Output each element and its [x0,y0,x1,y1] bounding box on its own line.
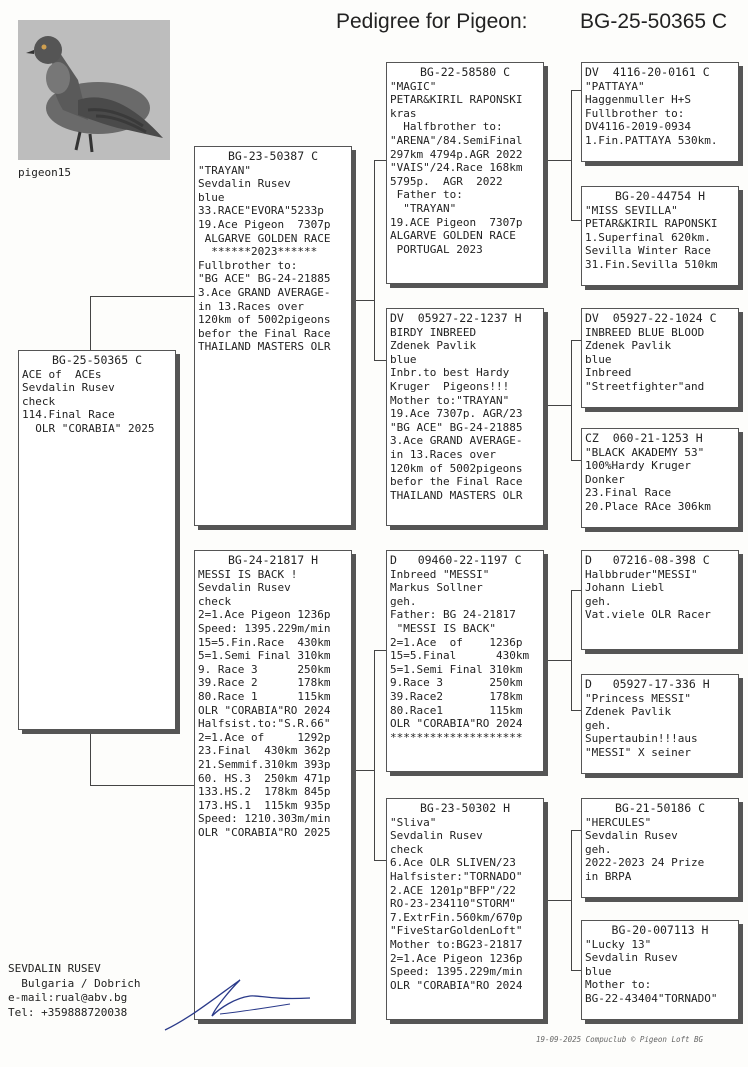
connector-line [571,590,581,591]
info-line: THAILAND MASTERS OLR [198,340,331,354]
owner-contact [8,962,140,1020]
info-line: 6.Ace OLR SLIVEN/23 [390,856,516,870]
info-line: OLR "CORABIA"RO 2024 [390,978,523,992]
info-line: "Lucky 13" [585,937,652,951]
info-line: "TRAYAN" [198,163,251,177]
info-line: Mother to: [585,978,652,992]
info-line: in 13.Races over [390,447,496,461]
info-line: ACE of ACEs [22,367,102,381]
info-line: OLR "CORABIA"RO 2025 [198,825,331,839]
info-line: Sevdalin Rusev [390,829,483,843]
connector-line [571,220,581,221]
info-line: 19.ACE Pigeon 7307p [390,215,523,229]
info-line: ******2023****** [198,245,318,259]
connector-line [90,296,91,352]
info-line: 20.Place RAce 306km [585,499,711,513]
info-line: 2=1.Ace of 1292p [198,730,331,744]
ring-number: D 09460-22-1197 C [390,553,522,567]
info-line: INBREED BLUE BLOOD [585,325,705,339]
connector-line [90,785,194,786]
info-line: Speed: 1395.229m/min [390,965,523,979]
info-line: Father to: [390,188,463,202]
connector-line [374,160,375,360]
info-line: Zdenek Pavlik [390,339,477,353]
info-line: 114.Final Race [22,408,115,422]
owner-location: Bulgaria / Dobrich [8,976,141,990]
pigeon-photo [18,20,170,160]
info-line: blue [585,352,612,366]
info-line: geh. [585,718,612,732]
connector-line [571,340,572,460]
info-line: 80.Race1 115km [390,703,523,717]
info-line: Speed: 1210.303m/min [198,812,331,826]
info-line: Sevdalin Rusev [585,951,678,965]
dds-card [581,798,739,898]
info-line: "VAIS"/24.Race 168km [390,161,523,175]
ring-number: DV 05927-22-1237 H [390,311,522,325]
info-line: blue [198,190,225,204]
connector-line [374,650,386,651]
info-line: Sevdalin Rusev [198,177,291,191]
info-line: 1.Superfinal 620km. [585,230,711,244]
connector-line [352,300,374,301]
title-ring: BG-25-50365 C [580,10,728,33]
info-line: 19.Ace 7307p. AGR/23 [390,407,523,421]
info-line: "BLACK AKADEMY 53" [585,445,705,459]
info-line: 31.Fin.Sevilla 510km [585,257,718,271]
ring-number: DV 05927-22-1024 C [585,311,717,325]
connector-line [571,340,581,341]
info-line: DV4116-2019-0934 [585,120,691,134]
info-line: in 13.Races over [198,299,304,313]
page-title [336,10,727,34]
dss-card [581,550,739,650]
ring-number: BG-23-50302 H [419,801,510,815]
connector-line [544,405,571,406]
info-line: "FiveStarGoldenLoft" [390,924,523,938]
info-line: check [390,842,424,856]
info-line: Haggenmuller H+S [585,93,691,107]
info-line: ******************** [390,730,523,744]
info-line: BG-22-43404"TORNADO" [585,991,718,1005]
info-line: 3.Ace GRAND AVERAGE- [198,285,331,299]
info-line: geh. [390,594,417,608]
info-line: 7.ExtrFin.560km/670p [390,910,523,924]
connector-line [352,770,374,771]
connector-line [544,660,571,661]
sds-card [581,308,739,408]
info-line: 23.Final 430km 362p [198,744,331,758]
connector-line [571,970,581,971]
info-line: 23.Final Race [585,486,672,500]
info-line: ALGARVE GOLDEN RACE [198,231,331,245]
info-line: blue [390,352,417,366]
info-line: 2=1.Ace of 1236p [390,635,523,649]
info-line: Speed: 1395.229m/min [198,621,331,635]
info-line: Kruger Pigeons!!! [390,379,510,393]
ring-number: D 07216-08-398 C [585,553,710,567]
connector-line [571,830,572,970]
connector-line [571,460,581,461]
info-line: 80.Race 1 115km [198,689,331,703]
info-line: ALGARVE GOLDEN RACE [390,229,516,243]
info-line: PETAR&KIRIL RAPONSKI [585,217,718,231]
ring-number: BG-21-50186 C [614,801,705,815]
info-line: RO-23-234110"STORM" [390,897,516,911]
info-line: 173.HS.1 115km 935p [198,798,331,812]
info-line: "Streetfighter"and [585,379,705,393]
info-line: "BG ACE" BG-24-21885 [390,420,523,434]
info-line: check [198,594,232,608]
info-line: befor the Final Race [198,326,331,340]
info-line: Halfsister:"TORNADO" [390,869,523,883]
connector-line [571,710,581,711]
info-line: 5795p. AGR 2022 [390,174,503,188]
connector-line [374,650,375,860]
info-line: Johann Liebl [585,581,665,595]
signature [160,968,330,1038]
info-line: "MESSI" X seiner [585,745,691,759]
info-line: OLR "CORABIA" 2025 [22,421,155,435]
info-line: "Sliva" [390,815,437,829]
info-line: "TRAYAN" [390,201,457,215]
connector-line [374,160,386,161]
info-line: 5=1.Semi Final 310km [198,649,331,663]
sire-sire-card [386,62,544,284]
sire-card [194,146,352,526]
info-line: Sevdalin Rusev [198,581,291,595]
sdd-card [581,428,739,528]
info-line: check [22,394,56,408]
info-line: Inbreed [585,366,632,380]
info-line: 100%Hardy Kruger [585,459,691,473]
info-line: blue [585,964,612,978]
connector-line [374,860,386,861]
info-line: 133.HS.2 178km 845p [198,785,331,799]
info-line: THAILAND MASTERS OLR [390,488,523,502]
info-line: 5=1.Semi Final 310km [390,662,523,676]
ring-number: BG-20-007113 H [611,923,709,937]
info-line: befor the Final Race [390,475,523,489]
connector-line [544,900,571,901]
info-line: 2=1.Ace Pigeon 1236p [198,608,331,622]
ssd-card [581,186,739,286]
info-line: 39.Race2 178km [390,689,523,703]
info-line: Halfsist.to:"S.R.66" [198,717,331,731]
connector-line [90,730,91,785]
info-line: 60. HS.3 250km 471p [198,771,331,785]
info-line: 21.Semmif.310km 393p [198,757,331,771]
info-line: 2=1.Ace Pigeon 1236p [390,951,523,965]
info-line: "MAGIC" [390,79,437,93]
info-line: 9.Race 3 250km [390,676,523,690]
ddd-card [581,920,739,1020]
dsd-card [581,674,739,774]
info-line: Mother to:"TRAYAN" [390,393,510,407]
info-line: PORTUGAL 2023 [390,242,483,256]
ring-number: DV 4116-20-0161 C [585,65,710,79]
info-line: 120km of 5002pigeons [198,313,331,327]
info-line: 297km 4794p.AGR 2022 [390,147,523,161]
info-line: "BG ACE" BG-24-21885 [198,272,331,286]
dam-sire-card [386,550,544,772]
info-line: Inbr.to best Hardy [390,366,510,380]
print-stamp: 19-09-2025 Compuclub © Pigeon Loft BG [536,1035,704,1044]
info-line: 19.Ace Pigeon 7307p [198,217,331,231]
info-line: 15=5.Final 430km [390,649,530,663]
connector-line [544,160,571,161]
info-line: "MESSI IS BACK" [390,621,496,635]
subject-card [18,350,176,730]
sss-card [581,62,739,162]
owner-email: e-mail:rual@abv.bg [8,991,128,1004]
pigeon-image [18,20,170,160]
info-line: in BRPA [585,869,632,883]
title-label: Pedigree for Pigeon: [336,10,528,33]
info-line: PETAR&KIRIL RAPONSKI [390,93,523,107]
connector-line [90,296,194,297]
owner-phone: Tel: +359888720038 [8,1005,128,1019]
connector-line [571,590,572,710]
info-line: 2.ACE 1201p"BFP"/22 [390,883,516,897]
info-line: OLR "CORABIA"RO 2024 [390,717,523,731]
info-line: "Princess MESSI" [585,691,691,705]
ring-number: D 05927-17-336 H [585,677,710,691]
info-line: OLR "CORABIA"RO 2024 [198,703,331,717]
ring-number: BG-23-50387 C [227,149,318,163]
info-line: 120km of 5002pigeons [390,461,523,475]
info-line: Markus Sollner [390,581,483,595]
connector-line [571,90,581,91]
info-line: geh. [585,594,612,608]
info-line: Inbreed "MESSI" [390,567,490,581]
info-line: Sevdalin Rusev [585,829,678,843]
ring-number: BG-25-50365 C [51,353,142,367]
info-line: 3.Ace GRAND AVERAGE- [390,434,523,448]
info-line: kras [390,106,417,120]
info-line: Mother to:BG23-21817 [390,937,523,951]
info-line: Halfbrother to: [390,120,503,134]
info-line: Father: BG 24-21817 [390,608,516,622]
info-line: Supertaubin!!!aus [585,732,698,746]
ring-number: CZ 060-21-1253 H [585,431,703,445]
ring-number: BG-22-58580 C [419,65,510,79]
connector-line [374,360,386,361]
info-line: 39.Race 2 178km [198,676,331,690]
dam-dam-card [386,798,544,1020]
photo-caption: pigeon15 [18,166,71,179]
info-line: 1.Fin.PATTAYA 530km. [585,133,718,147]
info-line: geh. [585,842,612,856]
sire-dam-card [386,308,544,526]
connector-line [571,90,572,220]
info-line: "ARENA"/84.SemiFinal [390,133,523,147]
info-line: 2022-2023 24 Prize [585,856,705,870]
info-line: MESSI IS BACK ! [198,567,298,581]
info-line: Fullbrother to: [585,106,685,120]
info-line: "MISS SEVILLA" [585,203,678,217]
info-line: "HERCULES" [585,815,652,829]
info-line: "PATTAYA" [585,79,645,93]
dam-card [194,550,352,1020]
connector-line [571,830,581,831]
info-line: 33.RACE"EVORA"5233p [198,204,324,218]
info-line: Donker [585,472,625,486]
info-line: BIRDY INBREED [390,325,477,339]
ring-number: BG-20-44754 H [614,189,705,203]
info-line: 15=5.Fin.Race 430km [198,635,331,649]
owner-name: SEVDALIN RUSEV [8,962,101,975]
info-line: Sevdalin Rusev [22,381,115,395]
info-line: Zdenek Pavlik [585,339,672,353]
info-line: Halbbruder"MESSI" [585,567,698,581]
info-line: Vat.viele OLR Racer [585,608,711,622]
ring-number: BG-24-21817 H [227,553,318,567]
info-line: Sevilla Winter Race [585,244,711,258]
info-line: Zdenek Pavlik [585,705,672,719]
info-line: Fullbrother to: [198,258,298,272]
info-line: 9. Race 3 250km [198,662,331,676]
